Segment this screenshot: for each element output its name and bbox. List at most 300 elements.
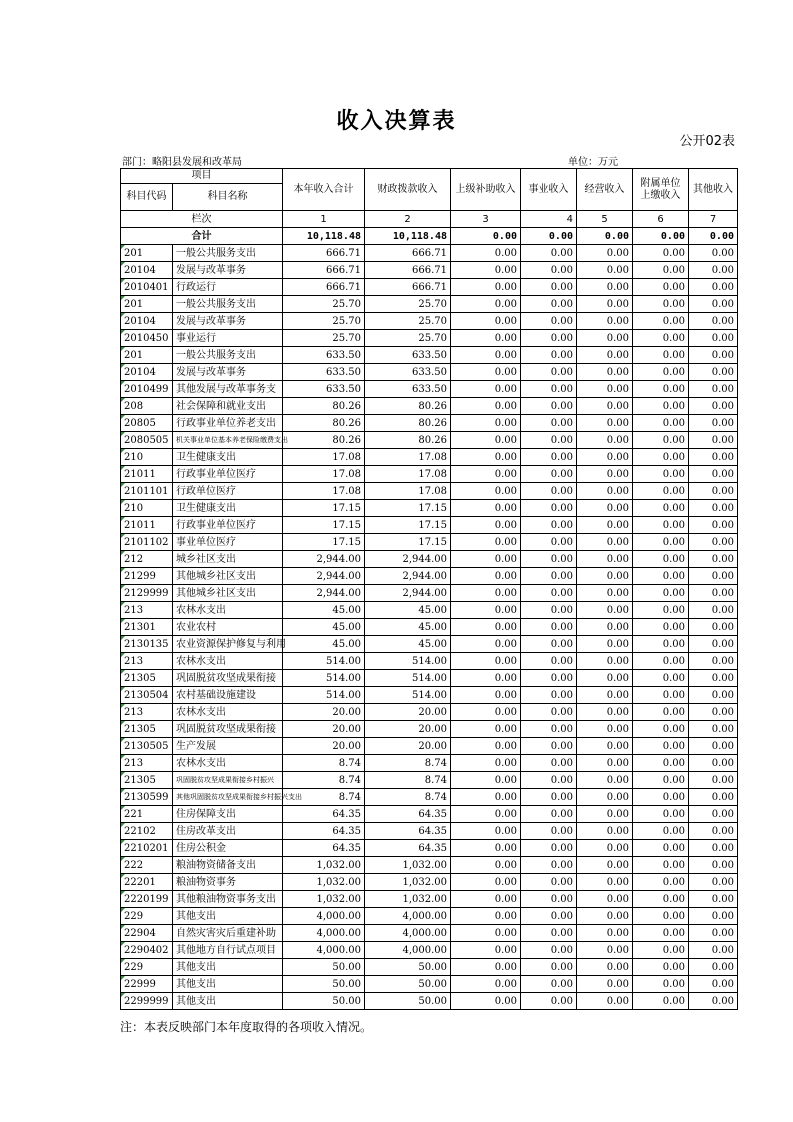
subject-name: 粮油物资储备支出	[173, 857, 283, 874]
subject-name: 其他支出	[173, 993, 283, 1010]
zero-value: 0.00	[521, 415, 577, 432]
total-income: 514.00	[283, 653, 365, 670]
zero-value: 0.00	[577, 500, 633, 517]
zero-value: 0.00	[521, 857, 577, 874]
zero-value: 0.00	[577, 806, 633, 823]
header-item: 项目	[121, 169, 283, 184]
fiscal-income: 666.71	[365, 262, 451, 279]
zero-value: 0.00	[577, 364, 633, 381]
total-income: 633.50	[283, 381, 365, 398]
subject-name: 行政事业单位医疗	[173, 517, 283, 534]
fiscal-income: 633.50	[365, 364, 451, 381]
zero-value: 0.00	[689, 313, 738, 330]
subject-code: 21301	[121, 619, 173, 636]
fiscal-income: 20.00	[365, 704, 451, 721]
fiscal-income: 64.35	[365, 823, 451, 840]
fiscal-income: 45.00	[365, 602, 451, 619]
total-income: 17.08	[283, 466, 365, 483]
zero-value: 0.00	[521, 755, 577, 772]
zero-value: 0.00	[577, 670, 633, 687]
table-row	[121, 891, 738, 908]
total-value: 0.00	[577, 228, 633, 245]
table-row	[121, 908, 738, 925]
zero-value: 0.00	[633, 415, 689, 432]
zero-value: 0.00	[521, 823, 577, 840]
table-row	[121, 330, 738, 347]
zero-value: 0.00	[633, 636, 689, 653]
total-income: 64.35	[283, 823, 365, 840]
fiscal-income: 25.70	[365, 330, 451, 347]
zero-value: 0.00	[689, 619, 738, 636]
zero-value: 0.00	[689, 806, 738, 823]
zero-value: 0.00	[451, 279, 521, 296]
zero-value: 0.00	[521, 721, 577, 738]
zero-value: 0.00	[689, 857, 738, 874]
zero-value: 0.00	[451, 959, 521, 976]
subject-code: 21305	[121, 670, 173, 687]
subject-code: 213	[121, 704, 173, 721]
column-number: 5	[577, 211, 633, 228]
table-row	[121, 296, 738, 313]
subject-name: 机关事业单位基本养老保险缴费支出	[173, 432, 283, 449]
table-row	[121, 840, 738, 857]
subject-code: 2130599	[121, 789, 173, 806]
zero-value: 0.00	[451, 874, 521, 891]
zero-value: 0.00	[521, 313, 577, 330]
fiscal-income: 17.15	[365, 534, 451, 551]
zero-value: 0.00	[577, 738, 633, 755]
subject-name: 住房保障支出	[173, 806, 283, 823]
fiscal-income: 514.00	[365, 687, 451, 704]
zero-value: 0.00	[451, 636, 521, 653]
subject-name: 一般公共服务支出	[173, 296, 283, 313]
zero-value: 0.00	[689, 959, 738, 976]
total-income: 17.15	[283, 534, 365, 551]
zero-value: 0.00	[689, 636, 738, 653]
zero-value: 0.00	[451, 296, 521, 313]
fiscal-income: 25.70	[365, 296, 451, 313]
zero-value: 0.00	[521, 500, 577, 517]
zero-value: 0.00	[451, 415, 521, 432]
subject-name: 行政事业单位医疗	[173, 466, 283, 483]
zero-value: 0.00	[689, 534, 738, 551]
total-income: 80.26	[283, 432, 365, 449]
subject-code: 20805	[121, 415, 173, 432]
total-income: 25.70	[283, 330, 365, 347]
subject-code: 20104	[121, 313, 173, 330]
subject-name: 其他巩固脱贫攻坚成果衔接乡村振兴支出	[173, 789, 283, 806]
zero-value: 0.00	[451, 857, 521, 874]
subject-code: 21305	[121, 721, 173, 738]
zero-value: 0.00	[689, 432, 738, 449]
table-row	[121, 432, 738, 449]
fiscal-income: 80.26	[365, 398, 451, 415]
zero-value: 0.00	[451, 653, 521, 670]
zero-value: 0.00	[689, 670, 738, 687]
column-number: 6	[633, 211, 689, 228]
total-value: 0.00	[451, 228, 521, 245]
subject-code: 213	[121, 653, 173, 670]
zero-value: 0.00	[633, 993, 689, 1010]
subject-code: 201	[121, 245, 173, 262]
zero-value: 0.00	[633, 789, 689, 806]
subject-name: 其他地方自行试点项目	[173, 942, 283, 959]
column-number: 4	[521, 211, 577, 228]
subject-code: 2210201	[121, 840, 173, 857]
subject-code: 212	[121, 551, 173, 568]
header-col4: 事业收入	[521, 169, 577, 211]
zero-value: 0.00	[577, 483, 633, 500]
zero-value: 0.00	[521, 347, 577, 364]
zero-value: 0.00	[521, 738, 577, 755]
zero-value: 0.00	[689, 874, 738, 891]
zero-value: 0.00	[451, 823, 521, 840]
zero-value: 0.00	[577, 245, 633, 262]
zero-value: 0.00	[577, 279, 633, 296]
total-income: 2,944.00	[283, 568, 365, 585]
zero-value: 0.00	[577, 857, 633, 874]
zero-value: 0.00	[689, 891, 738, 908]
zero-value: 0.00	[689, 279, 738, 296]
unit-label: 单位：万元	[568, 157, 618, 168]
zero-value: 0.00	[451, 772, 521, 789]
zero-value: 0.00	[689, 296, 738, 313]
zero-value: 0.00	[521, 398, 577, 415]
zero-value: 0.00	[521, 517, 577, 534]
zero-value: 0.00	[521, 840, 577, 857]
table-row	[121, 993, 738, 1010]
column-number-row	[121, 211, 738, 228]
column-number: 2	[365, 211, 451, 228]
fiscal-income: 50.00	[365, 976, 451, 993]
subject-name: 城乡社区支出	[173, 551, 283, 568]
subject-name: 发展与改革事务	[173, 364, 283, 381]
zero-value: 0.00	[689, 483, 738, 500]
zero-value: 0.00	[451, 687, 521, 704]
zero-value: 0.00	[577, 823, 633, 840]
zero-value: 0.00	[451, 398, 521, 415]
total-value: 0.00	[521, 228, 577, 245]
zero-value: 0.00	[451, 262, 521, 279]
total-row	[121, 228, 738, 245]
subject-code: 20104	[121, 364, 173, 381]
zero-value: 0.00	[577, 704, 633, 721]
subject-name: 农业农村	[173, 619, 283, 636]
zero-value: 0.00	[577, 602, 633, 619]
zero-value: 0.00	[633, 585, 689, 602]
table-row	[121, 823, 738, 840]
zero-value: 0.00	[689, 262, 738, 279]
zero-value: 0.00	[633, 398, 689, 415]
subject-code: 2010450	[121, 330, 173, 347]
fiscal-income: 64.35	[365, 806, 451, 823]
subject-code: 2010401	[121, 279, 173, 296]
total-income: 514.00	[283, 687, 365, 704]
zero-value: 0.00	[451, 619, 521, 636]
zero-value: 0.00	[521, 772, 577, 789]
zero-value: 0.00	[451, 500, 521, 517]
total-income: 20.00	[283, 704, 365, 721]
table-row	[121, 313, 738, 330]
total-income: 64.35	[283, 806, 365, 823]
fiscal-income: 2,944.00	[365, 585, 451, 602]
table-row	[121, 568, 738, 585]
fiscal-income: 633.50	[365, 347, 451, 364]
zero-value: 0.00	[577, 568, 633, 585]
subject-name: 行政事业单位养老支出	[173, 415, 283, 432]
subject-code: 2130504	[121, 687, 173, 704]
fiscal-income: 50.00	[365, 959, 451, 976]
total-income: 1,032.00	[283, 891, 365, 908]
zero-value: 0.00	[689, 823, 738, 840]
total-income: 45.00	[283, 619, 365, 636]
zero-value: 0.00	[521, 551, 577, 568]
zero-value: 0.00	[633, 466, 689, 483]
fiscal-income: 4,000.00	[365, 908, 451, 925]
zero-value: 0.00	[689, 398, 738, 415]
subject-code: 21299	[121, 568, 173, 585]
total-income: 666.71	[283, 279, 365, 296]
total-income: 17.15	[283, 517, 365, 534]
table-row	[121, 976, 738, 993]
table-row	[121, 738, 738, 755]
table-row	[121, 602, 738, 619]
total-income: 8.74	[283, 772, 365, 789]
subject-name: 一般公共服务支出	[173, 245, 283, 262]
zero-value: 0.00	[577, 398, 633, 415]
zero-value: 0.00	[521, 296, 577, 313]
zero-value: 0.00	[689, 568, 738, 585]
table-row	[121, 619, 738, 636]
zero-value: 0.00	[689, 687, 738, 704]
table-row	[121, 585, 738, 602]
subject-code: 22999	[121, 976, 173, 993]
total-income: 1,032.00	[283, 857, 365, 874]
subject-name: 其他发展与改革事务支	[173, 381, 283, 398]
total-income: 8.74	[283, 755, 365, 772]
zero-value: 0.00	[577, 891, 633, 908]
zero-value: 0.00	[633, 245, 689, 262]
zero-value: 0.00	[521, 908, 577, 925]
zero-value: 0.00	[521, 568, 577, 585]
zero-value: 0.00	[577, 449, 633, 466]
zero-value: 0.00	[577, 908, 633, 925]
zero-value: 0.00	[689, 381, 738, 398]
table-row	[121, 721, 738, 738]
table-row	[121, 772, 738, 789]
zero-value: 0.00	[633, 823, 689, 840]
table-row	[121, 262, 738, 279]
zero-value: 0.00	[451, 755, 521, 772]
subject-name: 行政运行	[173, 279, 283, 296]
column-number: 1	[283, 211, 365, 228]
total-label: 合计	[121, 228, 283, 245]
subject-name: 农林水支出	[173, 602, 283, 619]
zero-value: 0.00	[577, 262, 633, 279]
zero-value: 0.00	[633, 262, 689, 279]
subject-name: 住房改革支出	[173, 823, 283, 840]
subject-name: 生产发展	[173, 738, 283, 755]
zero-value: 0.00	[521, 789, 577, 806]
zero-value: 0.00	[521, 483, 577, 500]
subject-code: 229	[121, 959, 173, 976]
subject-code: 2220199	[121, 891, 173, 908]
zero-value: 0.00	[633, 840, 689, 857]
subject-name: 事业运行	[173, 330, 283, 347]
total-income: 50.00	[283, 959, 365, 976]
table-row	[121, 364, 738, 381]
total-income: 17.08	[283, 483, 365, 500]
table-row	[121, 449, 738, 466]
fiscal-income: 514.00	[365, 670, 451, 687]
total-income: 666.71	[283, 262, 365, 279]
zero-value: 0.00	[451, 364, 521, 381]
zero-value: 0.00	[577, 381, 633, 398]
zero-value: 0.00	[451, 721, 521, 738]
header-col6: 附属单位上缴收入	[633, 169, 689, 211]
fiscal-income: 4,000.00	[365, 925, 451, 942]
subject-name: 巩固脱贫攻坚成果衔接	[173, 721, 283, 738]
fiscal-income: 17.08	[365, 449, 451, 466]
zero-value: 0.00	[633, 806, 689, 823]
zero-value: 0.00	[633, 602, 689, 619]
table-row	[121, 466, 738, 483]
zero-value: 0.00	[689, 466, 738, 483]
zero-value: 0.00	[633, 959, 689, 976]
zero-value: 0.00	[451, 330, 521, 347]
zero-value: 0.00	[577, 296, 633, 313]
total-income: 80.26	[283, 415, 365, 432]
table-row	[121, 483, 738, 500]
subject-code: 210	[121, 449, 173, 466]
fiscal-income: 514.00	[365, 653, 451, 670]
fiscal-income: 17.08	[365, 466, 451, 483]
zero-value: 0.00	[689, 551, 738, 568]
subject-name: 住房公积金	[173, 840, 283, 857]
zero-value: 0.00	[451, 840, 521, 857]
zero-value: 0.00	[451, 806, 521, 823]
zero-value: 0.00	[689, 347, 738, 364]
zero-value: 0.00	[633, 857, 689, 874]
zero-value: 0.00	[521, 704, 577, 721]
zero-value: 0.00	[451, 942, 521, 959]
table-row	[121, 755, 738, 772]
table-row	[121, 789, 738, 806]
fiscal-income: 4,000.00	[365, 942, 451, 959]
zero-value: 0.00	[633, 772, 689, 789]
subject-code: 20104	[121, 262, 173, 279]
zero-value: 0.00	[689, 755, 738, 772]
total-income: 4,000.00	[283, 925, 365, 942]
subject-code: 21011	[121, 517, 173, 534]
subject-code: 2129999	[121, 585, 173, 602]
zero-value: 0.00	[521, 364, 577, 381]
zero-value: 0.00	[521, 466, 577, 483]
subject-name: 农林水支出	[173, 755, 283, 772]
subject-name: 事业单位医疗	[173, 534, 283, 551]
total-value: 10,118.48	[283, 228, 365, 245]
total-income: 1,032.00	[283, 874, 365, 891]
subject-name: 发展与改革事务	[173, 262, 283, 279]
zero-value: 0.00	[451, 670, 521, 687]
zero-value: 0.00	[451, 602, 521, 619]
table-row	[121, 806, 738, 823]
subject-code: 22904	[121, 925, 173, 942]
zero-value: 0.00	[689, 517, 738, 534]
subject-code: 2010499	[121, 381, 173, 398]
table-row	[121, 959, 738, 976]
zero-value: 0.00	[689, 925, 738, 942]
fiscal-income: 666.71	[365, 279, 451, 296]
department-label: 部门：略阳县发展和改革局	[122, 157, 242, 168]
subject-code: 21305	[121, 772, 173, 789]
zero-value: 0.00	[521, 959, 577, 976]
zero-value: 0.00	[577, 330, 633, 347]
zero-value: 0.00	[633, 891, 689, 908]
zero-value: 0.00	[689, 704, 738, 721]
zero-value: 0.00	[689, 330, 738, 347]
zero-value: 0.00	[577, 840, 633, 857]
zero-value: 0.00	[577, 636, 633, 653]
table-row	[121, 347, 738, 364]
zero-value: 0.00	[633, 704, 689, 721]
zero-value: 0.00	[633, 687, 689, 704]
fiscal-income: 8.74	[365, 789, 451, 806]
total-income: 50.00	[283, 976, 365, 993]
subject-name: 巩固脱贫攻坚成果衔接乡村振兴	[173, 772, 283, 789]
zero-value: 0.00	[521, 925, 577, 942]
zero-value: 0.00	[451, 466, 521, 483]
total-income: 514.00	[283, 670, 365, 687]
total-income: 25.70	[283, 313, 365, 330]
total-income: 25.70	[283, 296, 365, 313]
total-income: 633.50	[283, 364, 365, 381]
zero-value: 0.00	[451, 704, 521, 721]
zero-value: 0.00	[451, 925, 521, 942]
zero-value: 0.00	[451, 551, 521, 568]
subject-name: 其他城乡社区支出	[173, 585, 283, 602]
header-code: 科目代码	[121, 184, 173, 211]
header-name: 科目名称	[173, 184, 283, 211]
zero-value: 0.00	[633, 721, 689, 738]
zero-value: 0.00	[577, 959, 633, 976]
zero-value: 0.00	[633, 534, 689, 551]
subject-code: 210	[121, 500, 173, 517]
zero-value: 0.00	[633, 432, 689, 449]
zero-value: 0.00	[451, 313, 521, 330]
zero-value: 0.00	[633, 296, 689, 313]
zero-value: 0.00	[577, 942, 633, 959]
subject-code: 2130505	[121, 738, 173, 755]
zero-value: 0.00	[577, 925, 633, 942]
total-income: 4,000.00	[283, 942, 365, 959]
fiscal-income: 2,944.00	[365, 568, 451, 585]
table-row	[121, 551, 738, 568]
zero-value: 0.00	[521, 381, 577, 398]
subject-code: 21011	[121, 466, 173, 483]
fiscal-income: 50.00	[365, 993, 451, 1010]
subject-code: 221	[121, 806, 173, 823]
fiscal-income: 1,032.00	[365, 857, 451, 874]
subject-code: 229	[121, 908, 173, 925]
total-income: 2,944.00	[283, 551, 365, 568]
header-col3: 上级补助收入	[451, 169, 521, 211]
zero-value: 0.00	[577, 517, 633, 534]
income-table	[120, 168, 738, 1010]
zero-value: 0.00	[689, 602, 738, 619]
zero-value: 0.00	[633, 874, 689, 891]
zero-value: 0.00	[689, 449, 738, 466]
